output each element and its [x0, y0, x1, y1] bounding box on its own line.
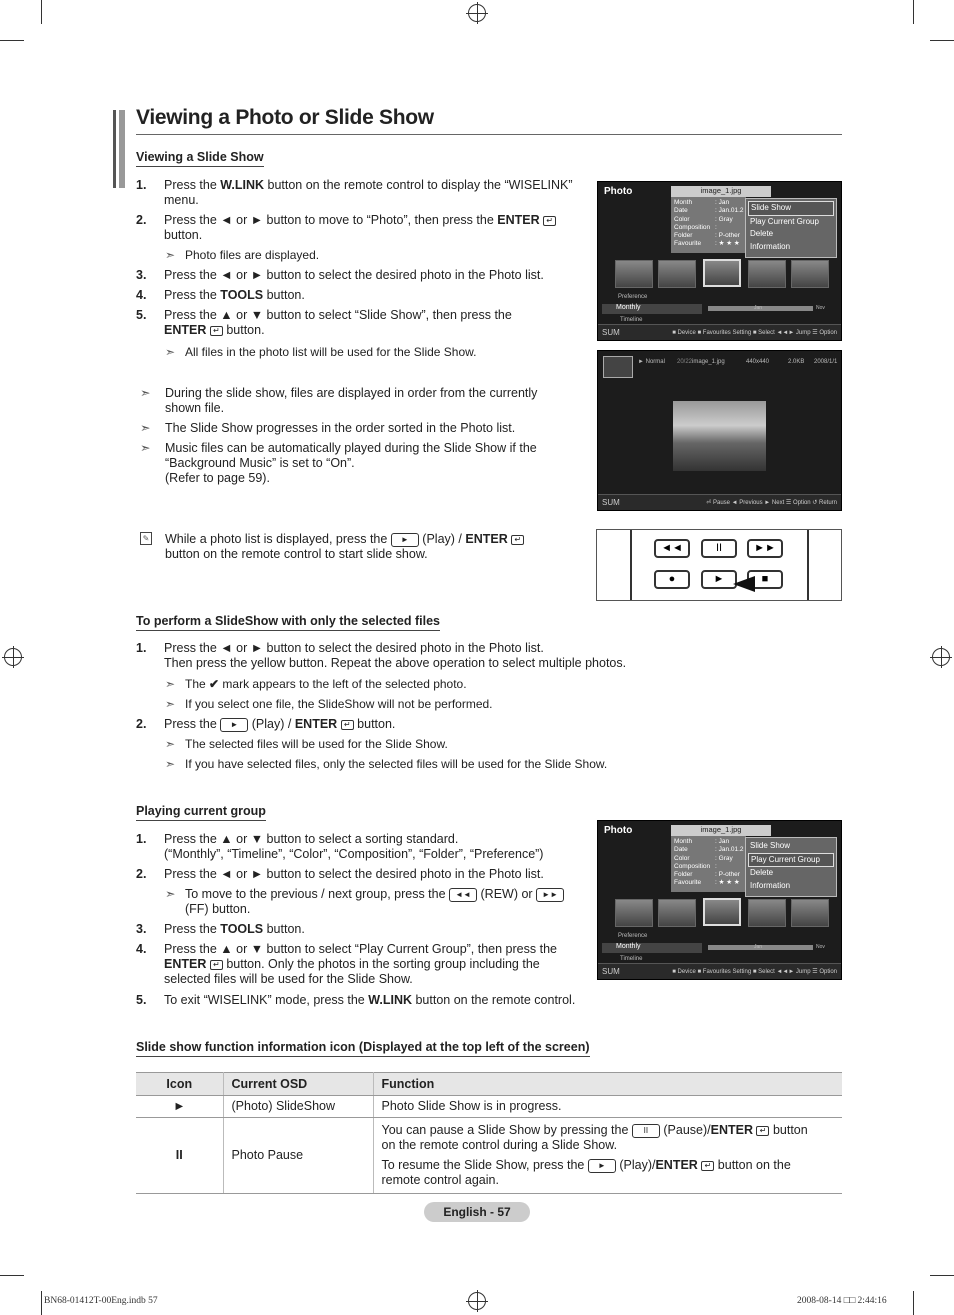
remote-control-illustration [596, 529, 842, 601]
step-text: Press the ◄ or ► button to select the desired photo in the Photo list. Then press the yellow button. Repeat the above operation to select multiple photos. [164, 641, 627, 670]
page-number-badge: English - 57 [424, 1202, 530, 1222]
sum-label: SUM [602, 328, 620, 337]
step-number: 3. [136, 922, 147, 936]
screen-title: Photo [604, 825, 633, 836]
step-text: Press the TOOLS button. [164, 922, 305, 936]
play-button-icon: ► [220, 718, 248, 732]
note-arrow-icon: ➣ [165, 697, 176, 711]
column-header-icon: Icon [136, 1073, 223, 1096]
sort-item-preference[interactable]: Preference [618, 933, 648, 939]
timeline-label: Jan [754, 944, 763, 950]
sum-label: SUM [602, 967, 620, 976]
function-cell: Photo Slide Show is in progress. [373, 1096, 842, 1118]
sort-item-timeline[interactable]: Timeline [620, 956, 643, 962]
pause-button[interactable]: II [701, 539, 737, 558]
title-accent-bar [119, 110, 125, 188]
photo-list-screen [597, 181, 842, 341]
play-icon: ► [136, 1096, 223, 1118]
step-text: Press the ◄ or ► button to select the desired photo in the Photo list. [164, 268, 544, 282]
crop-mark [930, 40, 954, 41]
table-header-row [136, 1073, 842, 1096]
enter-icon: ↵ [341, 720, 354, 730]
print-timestamp: 2008-08-14 □□ 2:44:16 [797, 1296, 887, 1306]
step-text: Press the ◄ or ► button to select the desired photo in the Photo list. [164, 867, 544, 881]
check-mark-icon: ✔ [209, 677, 220, 691]
osd-cell: (Photo) SlideShow [223, 1096, 373, 1118]
screen-filename: image_1.jpg [692, 359, 725, 365]
photo-list-screen [597, 820, 842, 980]
registration-mark [4, 648, 22, 666]
note-arrow-icon: ➣ [165, 248, 176, 262]
tip-icon: ✎ [140, 532, 152, 545]
column-header-osd: Current OSD [223, 1073, 373, 1096]
step-number: 3. [136, 268, 147, 282]
page-title: Viewing a Photo or Slide Show [136, 106, 434, 129]
play-button-icon: ► [588, 1159, 616, 1173]
note-arrow-icon: ➣ [140, 421, 151, 435]
note-arrow-icon: ➣ [165, 345, 176, 359]
play-button-icon: ► [391, 533, 419, 547]
stop-button[interactable]: ■ [747, 570, 783, 589]
record-button[interactable]: ● [654, 570, 690, 589]
file-date: 2008/1/1 [814, 359, 838, 365]
note-arrow-icon: ➣ [140, 386, 151, 400]
step-text: Press the TOOLS button. [164, 288, 305, 302]
photo-thumbnail[interactable] [615, 260, 653, 288]
enter-icon: ↵ [511, 535, 524, 545]
status-text: ► Normal [638, 359, 665, 365]
photo-info-panel: Month : Jan Date : Jan.01.2 Color : Gray Composition : Folder : P-other Favourite : ★ ★ ★ [671, 836, 746, 892]
sum-label: SUM [602, 498, 620, 507]
note-arrow-icon: ➣ [165, 677, 176, 691]
step-text: Press the ◄ or ► button to move to “Photo”, then press the ENTER ↵ button. [164, 213, 594, 243]
photo-thumbnail[interactable] [615, 899, 653, 927]
step-number: 5. [136, 993, 147, 1007]
photo-info-panel: Month : Jan Date : Jan.01.2 Color : Gray Composition : Folder : P-other Favourite : ★ ★ ★ [671, 197, 746, 253]
button-legend: ■ Device ■ Favourites Setting ■ Select ◄◄► Jump ☰ Option [672, 330, 837, 336]
remote-edge [807, 530, 809, 600]
note-arrow-icon: ➣ [140, 441, 151, 455]
crop-mark [913, 1291, 914, 1315]
photo-thumbnail[interactable] [748, 260, 786, 288]
registration-mark [468, 1292, 486, 1310]
section-heading-selected-files: To perform a SlideShow with only the selected files [136, 614, 440, 631]
enter-icon: ↵ [543, 216, 556, 226]
step-number: 5. [136, 308, 147, 322]
menu-item-slide-show[interactable]: Slide Show [748, 201, 834, 216]
image-dimensions: 440x440 [746, 359, 770, 365]
crop-mark [913, 0, 914, 24]
screen-filename: image_1.jpg [671, 825, 771, 836]
crop-mark [41, 0, 42, 24]
photo-thumbnail[interactable] [791, 899, 829, 927]
screen-title: Photo [604, 186, 633, 197]
crop-mark [930, 1275, 954, 1276]
sort-item-monthly[interactable]: Monthly [602, 304, 702, 314]
file-size: 2.0KB [788, 359, 805, 365]
menu-item-delete[interactable]: Delete [750, 229, 774, 238]
section-heading-function-icon: Slide show function information icon (Displayed at the top left of the screen) [136, 1040, 590, 1057]
remote-edge [630, 530, 632, 600]
photo-thumbnail[interactable] [658, 260, 696, 288]
crop-mark [0, 40, 24, 41]
step-number: 2. [136, 867, 147, 881]
crop-mark [0, 1275, 24, 1276]
step-text: To exit “WISELINK” mode, press the W.LINK button on the remote control. [164, 993, 576, 1007]
print-file-name: BN68-01412T-00Eng.indb 57 [44, 1296, 158, 1306]
ff-button[interactable]: ►► [747, 539, 783, 558]
enter-icon: ↵ [210, 960, 223, 970]
pointer-arrow-icon [733, 576, 755, 592]
section-heading-viewing-slide-show: Viewing a Slide Show [136, 150, 264, 167]
sort-item-timeline[interactable]: Timeline [620, 317, 643, 323]
step-text: Press the ▲ or ▼ button to select “Slide Show”, then press the ENTER ↵ button. [164, 308, 512, 337]
timeline-label: Nov [816, 305, 825, 311]
function-cell: You can pause a Slide Show by pressing the II (Pause)/ENTER ↵ button on the remote control during a Slide Show. To resume the Slide Show, press the ► (Play)/ENTER ↵ button on the remote control again. [373, 1118, 842, 1194]
note-arrow-icon: ➣ [165, 757, 176, 771]
tools-menu [745, 837, 837, 897]
button-legend: ⏎ Pause ◄ Previous ► Next ☰ Option ↺ Return [706, 500, 837, 506]
rew-button-icon: ◄◄ [449, 888, 477, 902]
slideshow-photo [673, 401, 766, 471]
button-legend: ■ Device ■ Favourites Setting ■ Select ◄◄► Jump ☰ Option [672, 969, 837, 975]
osd-cell: Photo Pause [223, 1118, 373, 1194]
menu-item-play-current-group[interactable]: Play Current Group [750, 216, 819, 226]
step-number: 2. [136, 213, 147, 227]
registration-mark [468, 4, 486, 22]
ff-button-icon: ►► [536, 888, 564, 902]
sort-item-monthly[interactable]: Monthly [602, 943, 702, 953]
screen-bottom-bar [598, 963, 841, 979]
sort-item-preference[interactable]: Preference [618, 294, 648, 300]
menu-item-information[interactable]: Information [750, 880, 791, 890]
slideshow-screen [597, 350, 842, 511]
play-button[interactable]: ► [701, 570, 737, 589]
enter-icon: ↵ [701, 1161, 714, 1171]
photo-thumbnail[interactable] [658, 899, 696, 927]
menu-item-delete[interactable]: Delete [750, 868, 774, 877]
pause-button-icon: II [632, 1124, 660, 1138]
step-text: Press the W.LINK button on the remote control to display the “WISELINK” menu. [164, 178, 573, 207]
function-icon-table [136, 1072, 842, 1194]
step-text: Press the ► (Play) / ENTER ↵ button. [164, 717, 396, 731]
screen-bottom-bar [598, 494, 841, 510]
table-row [136, 1096, 842, 1118]
step-number: 4. [136, 942, 147, 956]
crop-mark [41, 1291, 42, 1315]
step-text: Press the ▲ or ▼ button to select a sorting standard. (“Monthly”, “Timeline”, “Color”, “Composition”, “Folder”, “Preference”) [164, 832, 544, 861]
step-number: 1. [136, 832, 147, 846]
file-counter: 20/22 [677, 359, 693, 365]
column-header-function: Function [373, 1073, 842, 1096]
note-arrow-icon: ➣ [165, 887, 176, 901]
photo-thumbnail[interactable] [791, 260, 829, 288]
pause-icon: II [136, 1118, 223, 1194]
step-number: 2. [136, 717, 147, 731]
step-text: Press the ▲ or ▼ button to select “Play Current Group”, then press the ENTER ↵ button. Only the photos in the sorting group including the selected files will be used for the Slide Show. [164, 942, 557, 986]
enter-icon: ↵ [210, 326, 223, 336]
rew-button[interactable]: ◄◄ [654, 539, 690, 558]
step-number: 4. [136, 288, 147, 302]
photo-thumbnail-selected[interactable] [703, 898, 741, 926]
enter-icon: ↵ [756, 1126, 769, 1136]
step-number: 1. [136, 178, 147, 192]
registration-mark [932, 648, 950, 666]
title-rule [136, 134, 842, 135]
tools-menu [745, 198, 837, 258]
step-number: 1. [136, 641, 147, 655]
menu-item-play-current-group[interactable]: Play Current Group [748, 853, 834, 868]
photo-thumbnail[interactable] [748, 899, 786, 927]
screen-filename: image_1.jpg [671, 186, 771, 197]
section-heading-current-group: Playing current group [136, 804, 266, 821]
note-arrow-icon: ➣ [165, 737, 176, 751]
slideshow-status-icon [603, 356, 633, 378]
photo-thumbnail-selected[interactable] [703, 259, 741, 287]
title-accent-bar [113, 110, 116, 188]
menu-item-information[interactable]: Information [750, 241, 791, 251]
menu-item-slide-show[interactable]: Slide Show [750, 841, 791, 850]
timeline-label: Nov [816, 944, 825, 950]
table-row [136, 1118, 842, 1194]
screen-bottom-bar [598, 324, 841, 340]
timeline-label: Jan [754, 305, 763, 311]
